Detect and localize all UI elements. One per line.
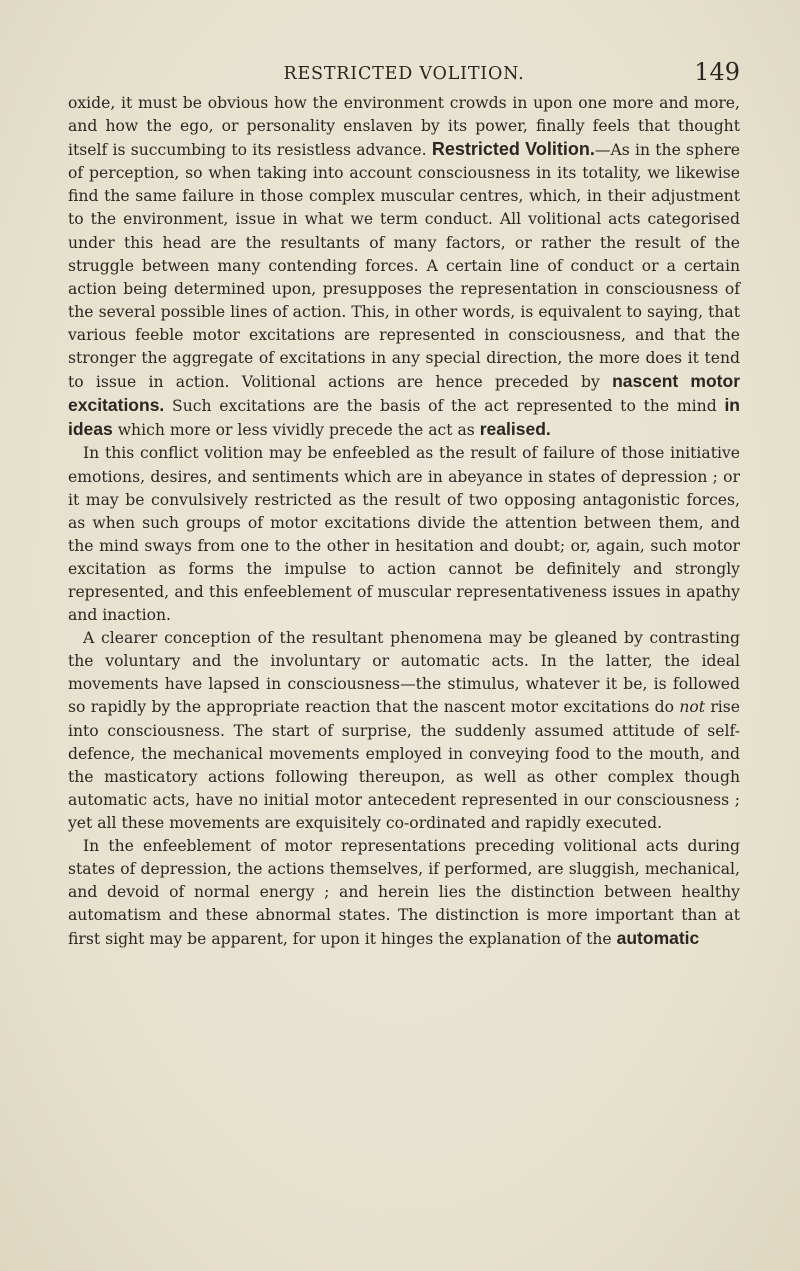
paragraph-3-text-b: rise into consciousness. The start of surprise, the suddenly assumed attitude of self-defence, the mechanical movements employed in conveying food to the mouth, and the masticatory actions following thereupon, as well as other complex though automatic acts, have no initial motor antecedent represented in our consciousness ; yet all these movements are exquisitely co-ordinated and rapidly executed.	[68, 698, 740, 832]
paragraph-4	[68, 835, 740, 951]
emphasis-in-ideas: in ideas	[68, 395, 740, 440]
emphasis-realised: realised.	[479, 419, 551, 440]
paragraph-1-text-d: which more or less vividly precede the act as	[112, 421, 480, 440]
paragraph-1-text-a: oxide, it must be obvious how the environment crowds in upon one more and more, and how the ego, or personality enslaven by its power, finally feels that thought itself is succumbing to its resistless advance.	[68, 94, 740, 160]
paragraph-1	[68, 92, 740, 442]
paragraph-1-text-b: —As in the sphere of perception, so when taking into account consciousness in its totality, we likewise find the same failure in those complex muscular centres, which, in their adjustment to the environment, issue in what we term conduct. All volitional acts categorised under this head are the resultants of many factors, or rather the result of the struggle between many contending forces. A certain line of conduct or a certain action being determined upon, presupposes the representation in consciousness of the several possible lines of action. This, in other words, is equivalent to saying, that various feeble motor excitations are represented in consciousness, and that the stronger the aggregate of excitations in any special direction, the more does it tend to issue in action. Volitional actions are hence preceded by	[68, 141, 740, 392]
running-title: RESTRICTED VOLITION.	[283, 64, 525, 84]
emphasis-automatic: automatic	[616, 928, 700, 949]
page-number: 149	[694, 58, 740, 86]
emphasis-not: not	[679, 698, 706, 717]
paragraph-2: In this conflict volition may be enfeebled as the result of failure of those initiative emotions, desires, and sentiments which are in abeyance in states of depression ; or it may be convulsively restricted as the result of two opposing antagonistic forces, as when such groups of motor excitations divide the attention between them, and the mind sways from one to the other in hesitation and doubt; or, again, such motor excitation as forms the impulse to action cannot be definitely and strongly represented, and this enfeeblement of muscular representativeness issues in apathy and inaction.	[68, 444, 740, 625]
paragraph-1-text-c: Such excitations are the basis of the act represented to the mind	[164, 397, 725, 416]
section-heading: Restricted Volition.	[431, 139, 595, 160]
running-head	[68, 58, 740, 88]
paragraph-3	[68, 627, 740, 835]
paragraph-3-text-a: A clearer conception of the resultant phenomena may be gleaned by contrasting the voluntary and the involuntary or automatic acts. In the latter, the ideal movements have lapsed in consciousness—the stimulus, whatever it be, is followed so rapidly by the appropriate reaction that the nascent motor excitations do	[68, 629, 740, 717]
paragraph-4-text-a: In the enfeeblement of motor representations preceding volitional acts during states of depression, the actions themselves, if performed, are sluggish, mechanical, and devoid of normal energy ; and herein lies the distinction between healthy automatism and these abnormal states. The distinction is more important than at first sight may be apparent, for upon it hinges the explanation of the	[68, 837, 740, 949]
emphasis-nascent-motor-excitations: nascent motor excitations.	[68, 371, 741, 416]
body-text	[68, 92, 740, 951]
